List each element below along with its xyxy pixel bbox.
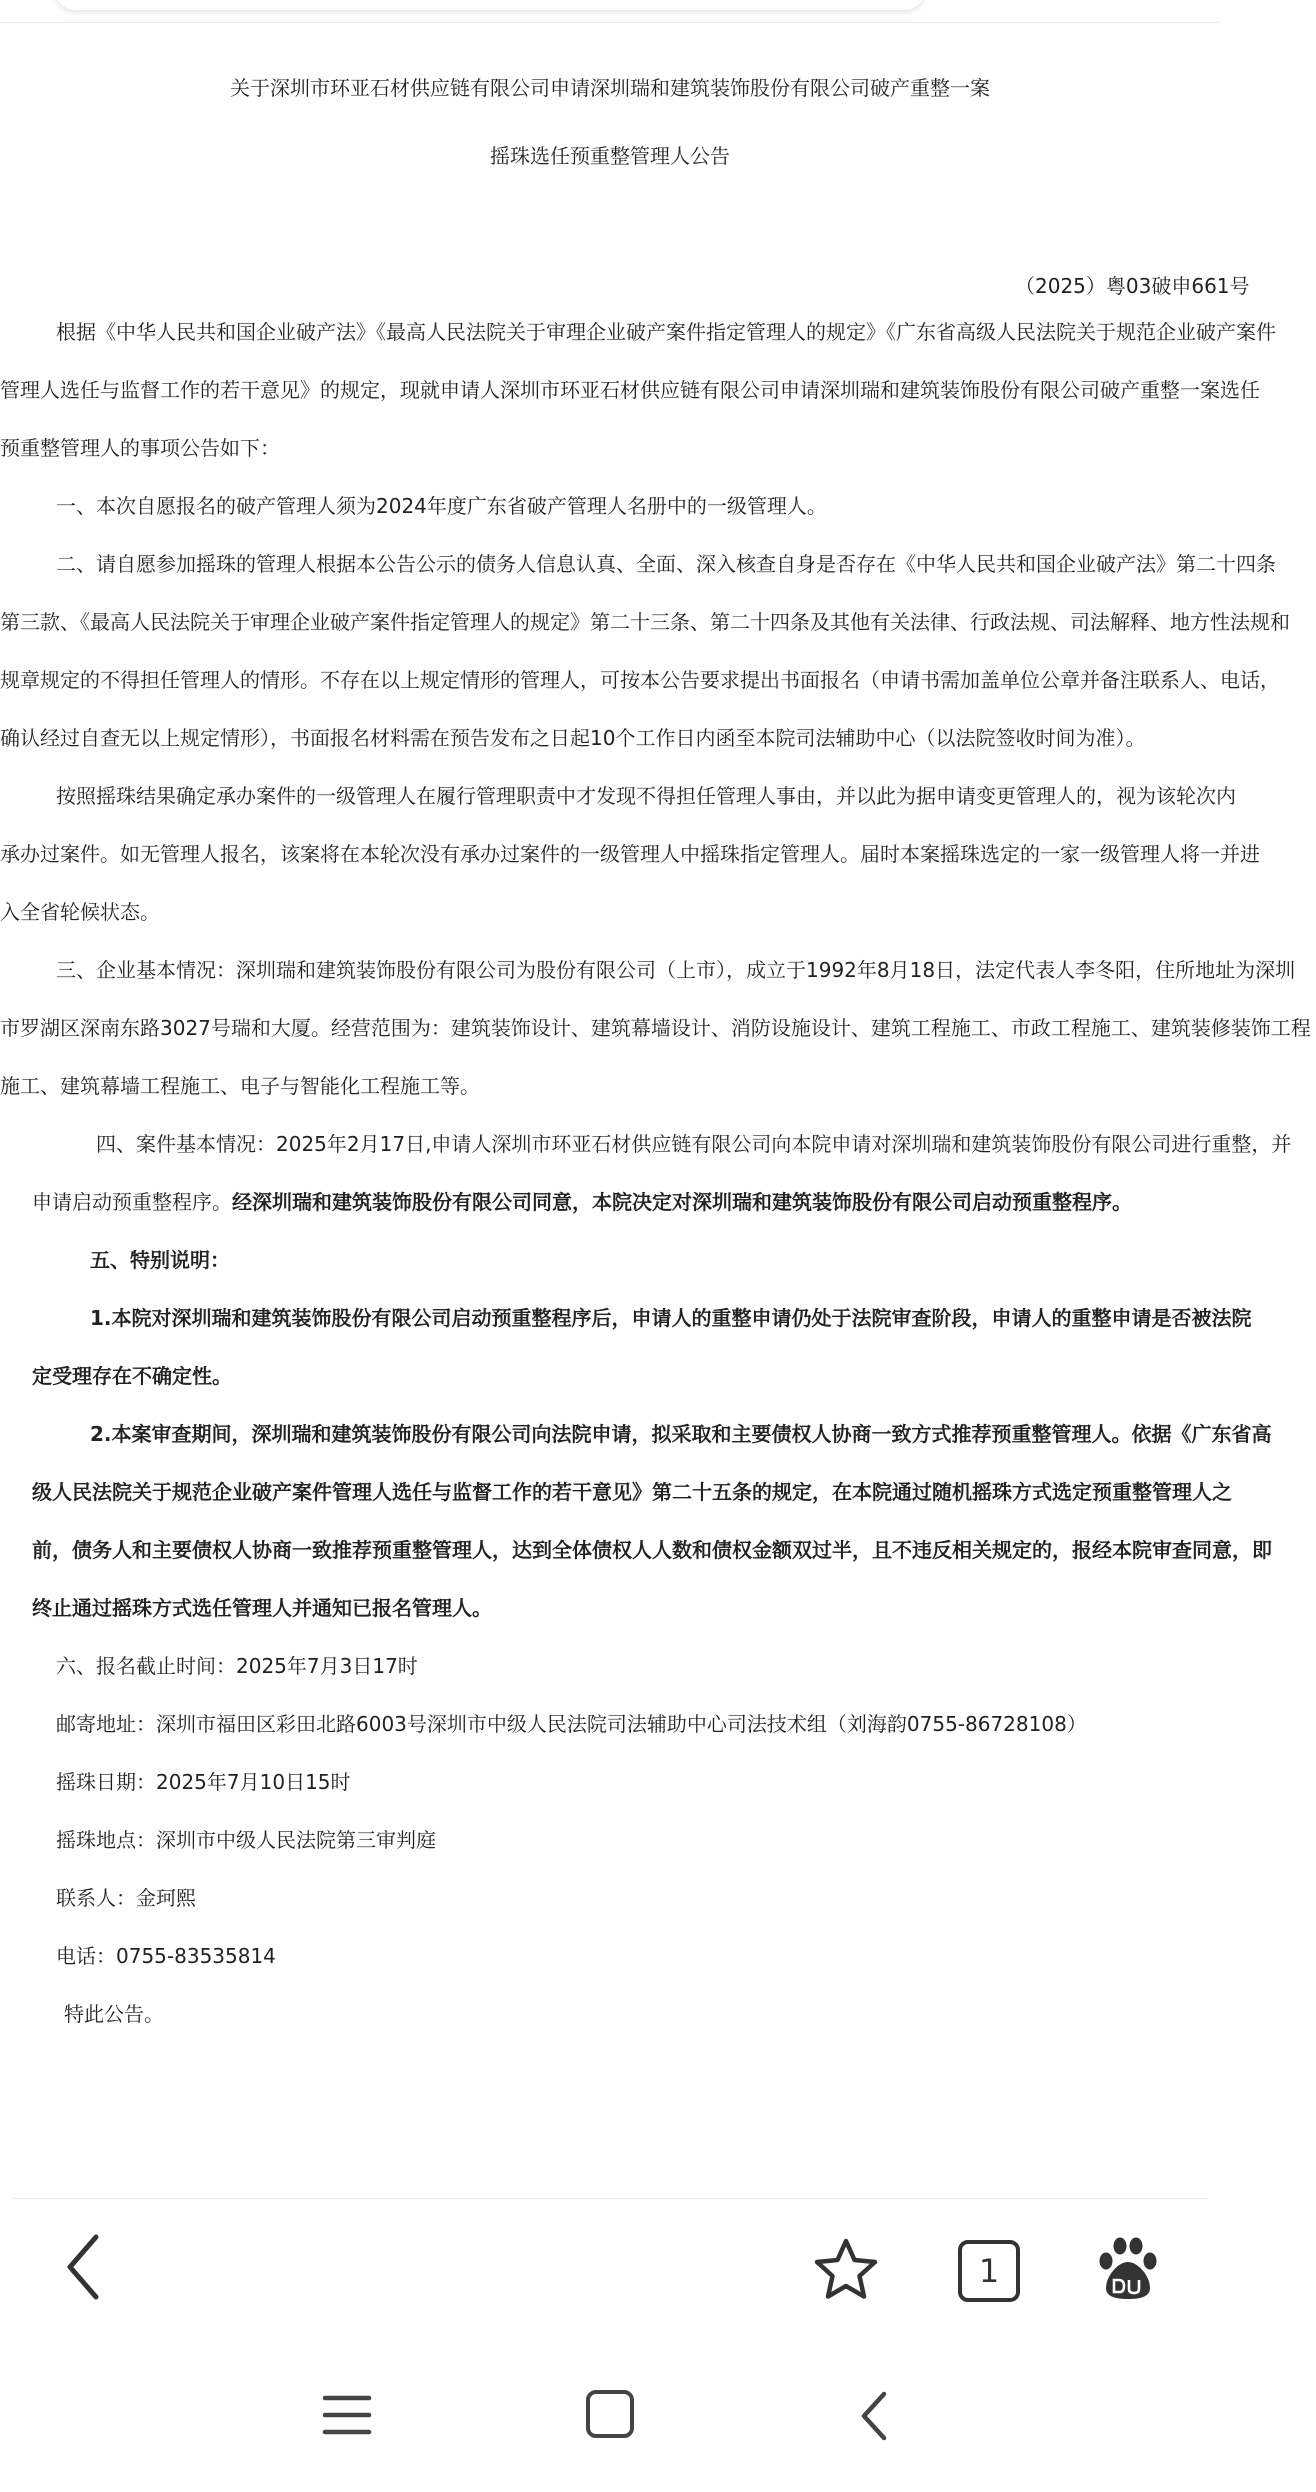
para-6-line-1: 四、案件基本情况：2025年2月17日,申请人深圳市环亚石材供应链有限公司向本院申请对深圳瑞和建筑装饰股份有限公司进行重整，并 <box>96 1132 1292 1156</box>
para-9-line-2: 级人民法院关于规范企业破产案件管理人选任与监督工作的若干意见》第二十五条的规定，在本院通过随机摇珠方式选定预重整管理人之 <box>32 1480 1232 1504</box>
para-9-line-1: 2.本案审查期间，深圳瑞和建筑装饰股份有限公司向法院申请，拟采取和主要债权人协商一致方式推荐预重整管理人。依据《广东省高 <box>90 1422 1272 1446</box>
para-9-line-3: 前，债务人和主要债权人协商一致推荐预重整管理人，达到全体债权人人数和债权金额双过半，且不违反相关规定的，报经本院审查同意，即 <box>32 1538 1272 1562</box>
lottery-date: 摇珠日期：2025年7月10日15时 <box>56 1770 351 1794</box>
para-6-line-2-plain: 申请启动预重整程序。 <box>32 1190 232 1214</box>
star-icon[interactable] <box>812 2236 880 2302</box>
para-4-line-2: 承办过案件。如无管理人报名，该案将在本轮次没有承办过案件的一级管理人中摇珠指定管理人。届时本案摇珠选定的一家一级管理人将一并进 <box>0 842 1260 866</box>
para-1-line-1: 根据《中华人民共和国企业破产法》《最高人民法院关于审理企业破产案件指定管理人的规定》《广东省高级人民法院关于规范企业破产案件 <box>56 320 1276 344</box>
menu-icon[interactable] <box>322 2392 372 2438</box>
toolbar-divider <box>12 2198 1208 2199</box>
para-9-line-4: 终止通过摇珠方式选任管理人并通知已报名管理人。 <box>32 1596 492 1620</box>
para-2: 一、本次自愿报名的破产管理人须为2024年度广东省破产管理人名册中的一级管理人。 <box>56 494 827 518</box>
para-5-line-2: 市罗湖区深南东路3027号瑞和大厦。经营范围为：建筑装饰设计、建筑幕墙设计、消防设施设计、建筑工程施工、市政工程施工、建筑装修装饰工程 <box>0 1016 1311 1040</box>
para-8-line-1: 1.本院对深圳瑞和建筑装饰股份有限公司启动预重整程序后，申请人的重整申请仍处于法院审查阶段，申请人的重整申请是否被法院 <box>90 1306 1252 1330</box>
para-4-line-1: 按照摇珠结果确定承办案件的一级管理人在履行管理职责中才发现不得担任管理人事由，并以此为据申请变更管理人的，视为该轮次内 <box>56 784 1236 808</box>
browser-toolbar <box>0 2200 1220 2340</box>
para-3-line-2: 第三款、《最高人民法院关于审理企业破产案件指定管理人的规定》第二十三条、第二十四条及其他有关法律、行政法规、司法解释、地方性法规和 <box>0 610 1290 634</box>
document-title: 关于深圳市环亚石材供应链有限公司申请深圳瑞和建筑装饰股份有限公司破产重整一案 <box>230 76 990 100</box>
mailing-address: 邮寄地址：深圳市福田区彩田北路6003号深圳市中级人民法院司法辅助中心司法技术组（刘海韵0755-86728108） <box>56 1712 1087 1736</box>
contact-person: 联系人：金珂熙 <box>56 1886 196 1910</box>
baidu-paw-icon[interactable] <box>1096 2236 1160 2300</box>
case-number: （2025）粤03破申661号 <box>1015 274 1250 298</box>
para-3-line-1: 二、请自愿参加摇珠的管理人根据本公告公示的债务人信息认真、全面、深入核查自身是否存在《中华人民共和国企业破产法》第二十四条 <box>56 552 1276 576</box>
system-navigation-bar <box>0 2340 1220 2492</box>
para-1-line-3: 预重整管理人的事项公告如下： <box>0 436 280 460</box>
address-bar-area <box>0 0 1220 23</box>
closing-statement: 特此公告。 <box>64 2002 164 2026</box>
tab-count-icon[interactable]: 1 <box>958 2240 1020 2302</box>
back-arrow-icon[interactable] <box>60 2232 108 2302</box>
para-3-line-4: 确认经过自查无以上规定情形），书面报名材料需在预告发布之日起10个工作日内函至本院司法辅助中心（以法院签收时间为准）。 <box>0 726 1146 750</box>
para-5-line-1: 三、企业基本情况：深圳瑞和建筑装饰股份有限公司为股份有限公司（上市），成立于1992年8月18日，法定代表人李冬阳，住所地址为深圳 <box>56 958 1296 982</box>
para-4-line-3: 入全省轮候状态。 <box>0 900 160 924</box>
address-bar[interactable] <box>55 0 925 10</box>
document-subtitle: 摇珠选任预重整管理人公告 <box>490 144 730 168</box>
special-notes-heading: 五、特别说明： <box>90 1248 230 1272</box>
home-square-icon[interactable] <box>586 2390 634 2438</box>
registration-deadline: 六、报名截止时间：2025年7月3日17时 <box>56 1654 418 1678</box>
para-6-line-2 <box>32 1173 1252 1231</box>
para-1-line-2: 管理人选任与监督工作的若干意见》的规定，现就申请人深圳市环亚石材供应链有限公司申请深圳瑞和建筑装饰股份有限公司破产重整一案选任 <box>0 378 1260 402</box>
para-5-line-3: 施工、建筑幕墙工程施工、电子与智能化工程施工等。 <box>0 1074 480 1098</box>
phone-number: 电话：0755-83535814 <box>56 1944 276 1968</box>
para-3-line-3: 规章规定的不得担任管理人的情形。不存在以上规定情形的管理人，可按本公告要求提出书面报名（申请书需加盖单位公章并备注联系人、电话， <box>0 668 1280 692</box>
back-chevron-icon[interactable] <box>856 2390 892 2442</box>
para-6-line-2-bold: 经深圳瑞和建筑装饰股份有限公司同意，本院决定对深圳瑞和建筑装饰股份有限公司启动预重整程序。 <box>232 1190 1132 1214</box>
announcement-document <box>0 40 1311 2160</box>
lottery-location: 摇珠地点：深圳市中级人民法院第三审判庭 <box>56 1828 436 1852</box>
para-8-line-2: 定受理存在不确定性。 <box>32 1364 232 1388</box>
